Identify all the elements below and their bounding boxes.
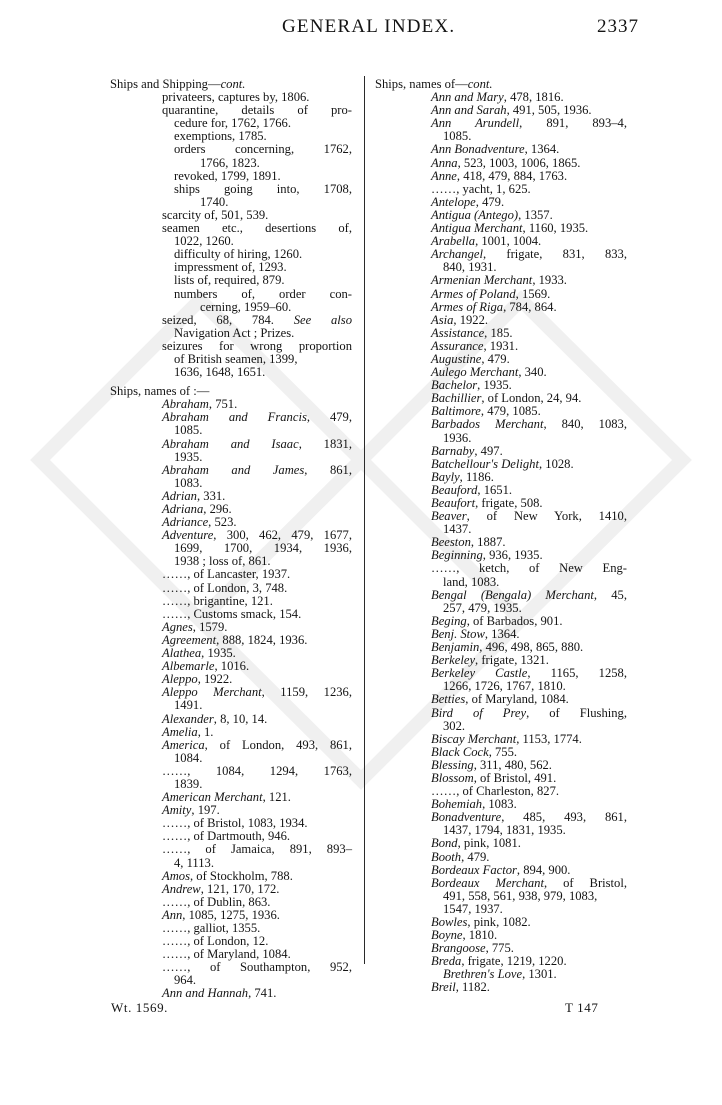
entry-text: numbers of, order con- [174,286,352,301]
entry-italic-text: Amity [162,803,192,818]
index-entry-line [110,843,352,856]
entry-text: , 1831, [298,436,352,451]
entry-italic-text: Berkeley [431,653,476,668]
entry-italic-text: Brethren's Love [443,967,523,982]
page-number: 2337 [597,16,639,37]
entry-text: 1938 ; loss of, 861. [174,554,271,569]
entry-text: , 1083. [482,797,517,812]
entry-italic-text: Beginning [431,548,483,563]
entry-text: , 1159, 1236, [261,685,352,700]
entry-text: , 1935. [477,378,512,393]
entry-text: 4, 1113. [174,855,214,870]
index-entry-line [110,477,352,490]
entry-text: , 1651. [477,482,513,497]
entry-text: , pink, 1082. [467,915,531,929]
entry-text: exemptions, 1785. [174,129,267,144]
entry-italic-text: Ann and Hannah [162,986,249,1001]
entry-italic-text: Aulego Merchant [431,365,519,380]
entry-italic-text: Armes of Poland [431,286,516,301]
entry-text: , 1001, 1004. [475,234,542,249]
entry-italic-text: Ann and Sarah [431,103,507,118]
entry-text: , 1922. [197,672,233,687]
entry-text: , 840, 1083, [543,417,628,432]
entry-italic-text: Abraham and Francis [162,410,307,425]
entry-text: , 741. [248,986,277,1001]
entry-text: , 479. [475,194,505,209]
entry-text: , 1364. [484,626,520,641]
entry-italic-text: Booth [431,849,462,864]
entry-text: , 496, 498, 865, 880. [479,640,584,655]
index-entry-line [375,248,627,261]
entry-italic-text: Augustine [431,351,482,366]
entry-italic-text: Assistance [431,325,485,340]
entry-text: cedure for, 1762, 1766. [174,116,292,131]
entry-text: , of Barbados, 901. [466,613,563,628]
entry-text: 1022, 1260. [174,234,234,249]
entry-text: , 1887. [470,535,506,550]
entry-text: difficulty of hiring, 1260. [174,247,303,262]
entry-text: , of Bristol, 491. [473,770,557,785]
entry-text: 964. [174,973,197,988]
entry-italic-text: Amos [162,868,190,883]
entry-text: Ships, names of— [375,77,468,91]
entry-text: , 1186. [459,469,494,484]
entry-text: , 497. [474,443,503,458]
entry-italic-text: Adventure [162,528,214,543]
entry-italic-text: See also [293,312,353,327]
entry-text: , 891, 893–4, [519,116,628,131]
entry-text: , 491, 505, 1936. [506,103,592,118]
index-entry-line [375,418,627,431]
entry-italic-text: Barbados Merchant [431,417,544,432]
index-entry-line [375,458,627,471]
entry-text: privateers, captures by, 1806. [162,90,310,105]
entry-text: , 751. [208,397,238,412]
entry-text: , 1028. [538,456,574,471]
entry-italic-text: Abraham and Isaac [162,436,299,451]
entry-italic-text: Beaufort [431,496,476,510]
index-entry-line [375,707,627,720]
entry-text: , 1301. [522,967,557,982]
entry-italic-text: Beauford [431,482,478,497]
entry-italic-text: Armenian Merchant [431,273,533,288]
entry-italic-text: Breda [431,954,462,969]
entry-text: scarcity of, 501, 539. [162,207,269,222]
entry-text: 1085. [443,129,472,144]
entry-text: , 485, 493, 861, [501,810,627,825]
entry-text: 1085. [174,423,203,438]
entry-text: 491, 558, 561, 938, 979, 1083, [443,888,598,903]
entry-text: , 888, 1824, 1936. [216,632,308,647]
entry-italic-text: Bowles [431,915,468,929]
entry-text: , 121. [262,790,291,805]
entry-italic-text: Breil [431,980,456,995]
entry-italic-text: Brangoose [431,941,486,956]
entry-italic-text: Abraham [162,397,209,412]
entry-text: ……, of Dublin, 863. [162,894,271,909]
entry-text: , 1182. [455,980,490,995]
entry-text: , 185. [484,325,513,340]
entry-italic-text: Ann Bonadventure [431,142,525,157]
entry-italic-text: Agreement [162,632,217,647]
entry-text: , 1153, 1774. [516,731,582,746]
entry-text: 1547, 1937. [443,901,503,916]
index-column-right [375,78,627,995]
entry-italic-text: Bond [431,836,458,851]
entry-text: 1636, 1648, 1651. [174,365,266,380]
entry-italic-text: Bachelor [431,378,478,393]
entry-italic-text: Blossom [431,770,474,785]
entry-text: , 784, 864. [503,299,557,314]
entry-text: , frigate, 508. [475,496,543,510]
entry-text: seizures for wrong proportion [162,338,352,353]
entry-text: ……, of London, 12. [162,934,269,949]
entry-text: , 478, 1816. [503,90,564,105]
entry-text: , 1931. [483,338,519,353]
entry-italic-text: Biscay Merchant [431,731,517,746]
entry-text: ……, of Lancaster, 1937. [162,567,291,582]
entry-text: 1084. [174,750,203,765]
entry-italic-text: Aleppo Merchant [162,685,262,700]
page-title: GENERAL INDEX. [282,16,456,37]
entry-text: 1740. [200,194,229,209]
entry-text: Ships and Shipping— [110,77,221,91]
entry-text: , 296. [203,502,232,516]
entry-text: ……, Customs smack, 154. [162,606,302,621]
index-entry-line [110,608,352,621]
entry-text: seamen etc., desertions of, [162,221,352,236]
entry-text: lists of, required, 879. [174,273,285,288]
entry-italic-text: Blessing [431,757,474,772]
entry-text: , 775. [485,941,514,956]
entry-italic-text: Bordeaux Merchant [431,875,544,890]
entry-text: , 1160, 1935. [522,221,589,236]
index-entry-line [110,464,352,477]
entry-italic-text: Ann Arundell [431,116,520,131]
entry-italic-text: Black Cock [431,744,489,759]
entry-text: , 1569. [515,286,551,301]
entry-text: 1936. [443,430,472,445]
entry-text: ……, of Jamaica, 891, 893– [162,842,352,857]
entry-italic-text: Antigua (Antego) [431,207,519,222]
index-entry-line [110,686,352,699]
index-entry-line [110,366,352,379]
entry-text: , 1935. [201,646,236,661]
entry-italic-text: Armes of Riga [431,299,504,314]
index-entry-line [375,916,627,929]
entry-italic-text: Agnes [162,619,193,634]
entry-text: ……, of Bristol, 1083, 1934. [162,816,308,831]
index-entry-line [110,183,352,196]
entry-text: land, 1083. [443,574,500,589]
entry-text: , 1810. [462,928,498,943]
entry-italic-text: Batchellour's Delight [431,456,539,471]
index-entry-line [110,765,352,778]
index-entry-line [375,510,627,523]
index-entry-line [110,411,352,424]
entry-text: Navigation Act ; Prizes. [174,325,295,340]
entry-text: , 1016. [214,659,250,674]
entry-italic-text: Bordeaux Factor [431,862,517,877]
entry-text: , of Bristol, [543,875,627,890]
entry-italic-text: American Merchant [162,790,263,805]
entry-text: 1935. [174,449,203,464]
entry-text: 1491. [174,698,203,713]
entry-text: 1699, 1700, 1934, 1936, [174,541,352,556]
entry-text: , 8, 10, 14. [213,711,268,726]
entry-italic-text: Albemarle [162,659,215,674]
entry-italic-text: Anna [431,155,458,170]
entry-text: , 121, 170, 172. [200,881,280,896]
entry-italic-text: cont. [467,77,493,91]
entry-italic-text: Adriance [162,515,209,530]
entry-italic-text: Abraham and James [162,462,305,477]
page-footer [0,1000,722,1020]
entry-text: 1766, 1823. [200,155,260,170]
entry-text: cerning, 1959–60. [200,299,292,314]
entry-italic-text: Bachillier [431,391,482,406]
entry-text: ……, galliot, 1355. [162,921,261,935]
footer-signature-mark: T 147 [565,1000,599,1015]
entry-text: , pink, 1081. [457,836,521,851]
entry-italic-text: Adriana [162,502,204,516]
column-divider [364,76,365,964]
entry-text: , of London, 24, 94. [481,391,582,406]
entry-text: 1083. [174,475,203,490]
entry-text: , 1357. [518,207,553,222]
index-entry-line [375,837,627,850]
index-entry-line [375,301,627,314]
entry-italic-text: Barnaby [431,443,475,458]
entry-text: ……, yacht, 1, 625. [431,181,531,196]
entry-italic-text: Baltimore [431,404,481,419]
entry-italic-text: Beging [431,613,467,628]
entry-text: 302. [443,718,466,733]
entry-text: quarantine, details of pro- [162,103,352,118]
entry-text: , 1579. [192,619,228,634]
entry-text: , 523. [208,515,237,530]
entry-text: , 1933. [532,273,567,288]
entry-text: ……, of Southampton, 952, [162,960,352,975]
entry-text: 257, 479, 1935. [443,600,522,615]
entry-text: ……, of London, 3, 748. [162,580,288,595]
entry-text: , frigate, 831, 833, [483,247,627,262]
entry-text: , 1922. [453,312,489,327]
entry-italic-text: Archangel [431,247,483,262]
entry-text: Ships, names of :— [110,384,210,399]
entry-text: revoked, 1799, 1891. [174,168,281,183]
entry-text: ……, ketch, of New Eng- [431,561,627,576]
entry-text: , of London, 493, 861, [204,737,352,752]
entry-italic-text: Anne [431,168,457,183]
entry-text: , of Stockholm, 788. [190,868,293,883]
entry-text: , 340. [518,365,547,380]
entry-italic-text: Benj. Stow [431,626,485,641]
entry-text: 840, 1931. [443,260,497,275]
entry-italic-text: Antigua Merchant [431,221,523,236]
entry-text: , 418, 479, 884, 1763. [456,168,568,183]
entry-italic-text: Bird of Prey [431,705,527,720]
entry-italic-text: Amelia [162,724,198,739]
entry-italic-text: Adrian [162,488,197,503]
entry-text: , 861, [304,462,352,477]
entry-italic-text: Alexander [162,711,214,726]
entry-text: , 755. [488,744,518,759]
entry-text: , 1364. [524,142,560,157]
entry-italic-text: Bengal (Bengala) Merchant [431,587,594,602]
entry-italic-text: Berkeley Castle [431,666,528,681]
index-entry-line [110,739,352,752]
entry-text: orders concerning, 1762, [174,142,352,157]
entry-text: , frigate, 1321. [475,653,549,668]
entry-text: , 894, 900. [516,862,571,877]
entry-text: ……, of Maryland, 1084. [162,947,291,962]
entry-text: impressment of, 1293. [174,260,287,275]
entry-text: , 1165, 1258, [527,666,627,681]
entry-italic-text: Asia [431,312,454,327]
entry-text: ……, of Charleston, 827. [431,784,560,799]
index-entry-line [110,713,352,726]
entry-text: of British seamen, 1399, [174,351,298,366]
entry-italic-text: Ann and Mary [431,90,504,105]
entry-text: , 331. [196,488,226,503]
entry-text: , 197. [191,803,220,818]
entry-italic-text: cont. [220,77,246,91]
entry-text: ships going into, 1708, [174,181,352,196]
entry-italic-text: Ann [162,907,183,922]
entry-italic-text: Alathea [162,646,202,661]
entry-text: , 479. [461,849,490,864]
entry-text: , of New York, 1410, [466,509,627,524]
entry-italic-text: Bonadventure [431,810,502,825]
entry-text: , 311, 480, 562. [473,757,552,772]
entry-italic-text: Benjamin [431,640,480,655]
entry-italic-text: Betties [431,692,466,707]
entry-text: , 479, [306,410,352,425]
index-entry-line [110,961,352,974]
entry-text: , of Maryland, 1084. [465,692,569,707]
entry-italic-text: Andrew [162,881,201,896]
index-entry-line [110,438,352,451]
index-entry-line [375,562,627,575]
index-entry-line [375,968,627,981]
index-entry-line [110,791,352,804]
entry-text: 1437, 1794, 1831, 1935. [443,823,566,838]
entry-text: ……, brigantine, 121. [162,593,273,608]
index-entry-line [375,981,627,994]
page-header [0,16,722,42]
entry-text: ……, 1084, 1294, 1763, [162,763,352,778]
entry-text: 1839. [174,776,203,791]
entry-text: , 1. [197,724,214,739]
entry-italic-text: Beaver [431,509,467,524]
entry-text: , 300, 462, 479, 1677, [213,528,352,543]
entry-text: 1437. [443,522,472,537]
entry-italic-text: America [162,737,205,752]
entry-text: , 936, 1935. [482,548,543,563]
entry-text: , 523, 1003, 1006, 1865. [457,155,581,170]
index-column-left [110,78,352,1001]
entry-text: seized, 68, 784. [162,312,294,327]
entry-italic-text: Arabella [431,234,476,249]
footer-print-mark: Wt. 1569. [111,1000,169,1015]
entry-text: , 479. [481,351,510,366]
entry-text: , 1085, 1275, 1936. [182,907,280,922]
entry-italic-text: Assurance [431,338,484,353]
entry-italic-text: Beeston [431,535,471,550]
entry-italic-text: Bohemiah [431,797,483,812]
index-entry-line [110,987,352,1000]
entry-italic-text: Antelope [431,194,476,209]
entry-text: , of Flushing, [526,705,627,720]
entry-text: , 479, 1085. [480,404,541,419]
index-entry-line [375,117,627,130]
entry-text: ……, of Dartmouth, 946. [162,829,291,844]
entry-text: 1266, 1726, 1767, 1810. [443,679,566,694]
entry-text: , 45, [593,587,627,602]
entry-text: , frigate, 1219, 1220. [461,954,567,969]
entry-italic-text: Bayly [431,469,460,484]
entry-italic-text: Boyne [431,928,463,943]
entry-italic-text: Aleppo [162,672,198,687]
